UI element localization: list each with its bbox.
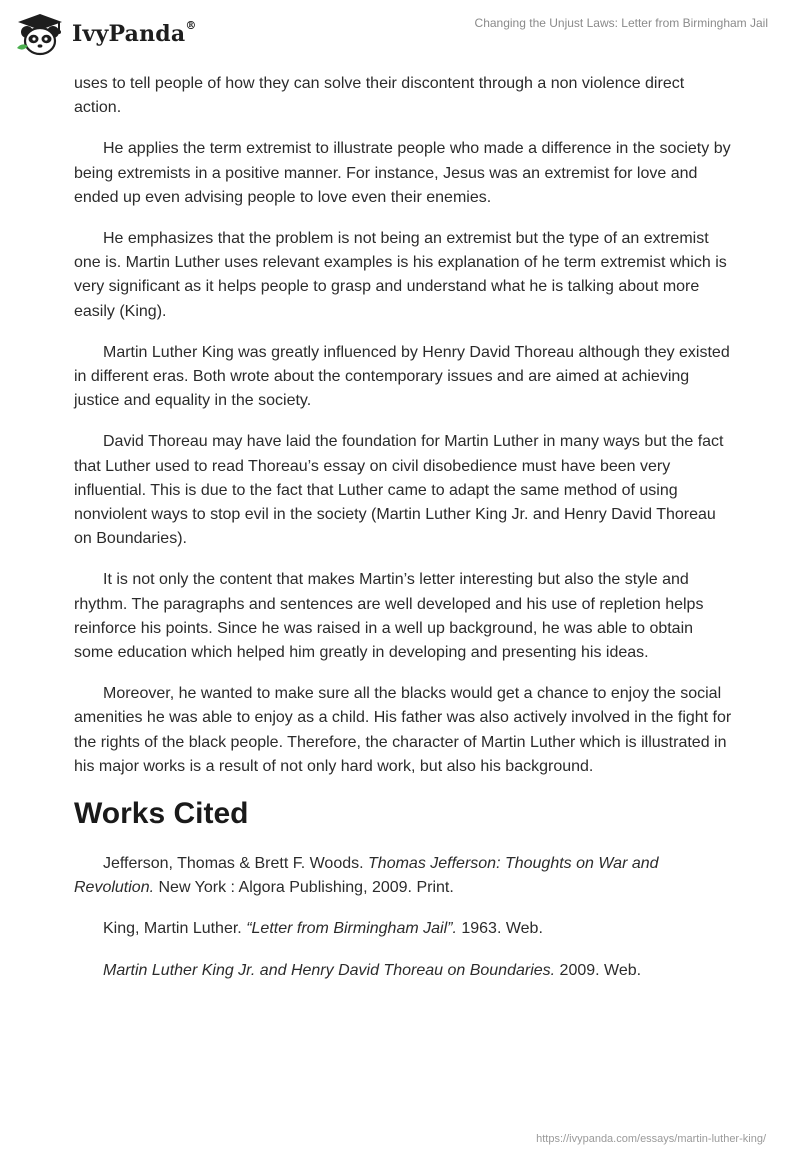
citation-author: King, Martin Luther. — [103, 920, 247, 938]
citation-author: Jefferson, Thomas & Brett F. Woods. — [103, 855, 369, 873]
paragraph: Martin Luther King was greatly influenced by Henry David Thoreau although they existed in different eras. Both wrote about the contemporary issues and are aimed at achieving justice and equality in the society. — [74, 343, 730, 410]
paragraph: David Thoreau may have laid the foundation for Martin Luther in many ways but the fact that Luther used to read Thoreau’s essay on civil disobedience must have been very influential. This is due to the fact that Luther came to adapt the same method of using nonviolent ways to stop evil in the society (Martin Luther King Jr. and Henry David Thoreau on Boundaries). — [74, 433, 724, 548]
citation-entry — [74, 917, 734, 941]
citation-title: Thomas Jefferson: Thoughts on War and Revolution. — [74, 855, 659, 897]
paragraph: It is not only the content that makes Martin’s letter interesting but also the style and rhythm. The paragraphs and sentences are well developed and his use of repletion helps reinforce his points. Since he was raised in a well up background, he was able to obtain some education which helped him greatly in developing and presenting his ideas. — [74, 571, 704, 662]
works-cited-heading: Works Cited — [74, 797, 249, 831]
panda-graduate-icon — [14, 12, 66, 56]
ivypanda-logo[interactable] — [14, 12, 197, 56]
citation-title: “Letter from Birmingham Jail”. — [246, 920, 457, 938]
source-url-link[interactable]: https://ivypanda.com/essays/martin-luther-king/ — [536, 1133, 766, 1145]
citation-details: 1963. Web. — [456, 920, 543, 938]
citation-entry — [74, 959, 734, 983]
citation-details: 2009. Web. — [555, 961, 642, 979]
page-header — [0, 0, 800, 70]
document-title: Changing the Unjust Laws: Letter from Birmingham Jail — [474, 16, 768, 30]
logo-wordmark: IvyPanda® — [72, 19, 197, 47]
citation-title: Martin Luther King Jr. and Henry David Thoreau on Boundaries. — [103, 961, 556, 979]
paragraph: Moreover, he wanted to make sure all the blacks would get a chance to enjoy the social amenities he was able to enjoy as a child. His father was also actively involved in the fight for the rights of the black people. Therefore, the character of Martin Luther which is illustrated in his major works is a result of not only hard work, but also his background. — [74, 685, 732, 775]
paragraph: He applies the term extremist to illustrate people who made a difference in the society by being extremists in a positive manner. For instance, Jesus was an extremist for love and ended up even advising people to love even their enemies. — [74, 140, 731, 206]
citation-entry — [74, 852, 734, 900]
essay-body — [74, 72, 734, 1000]
paragraph: uses to tell people of how they can solve their discontent through a non violence direct action. — [74, 75, 685, 117]
paragraph: He emphasizes that the problem is not being an extremist but the type of an extremist one is. Martin Luther uses relevant examples is his explanation of he term extremist which is very significant as it helps people to grasp and understand what he is talking about more easily (King). — [74, 230, 727, 320]
citation-details: New York : Algora Publishing, 2009. Print. — [154, 879, 454, 897]
